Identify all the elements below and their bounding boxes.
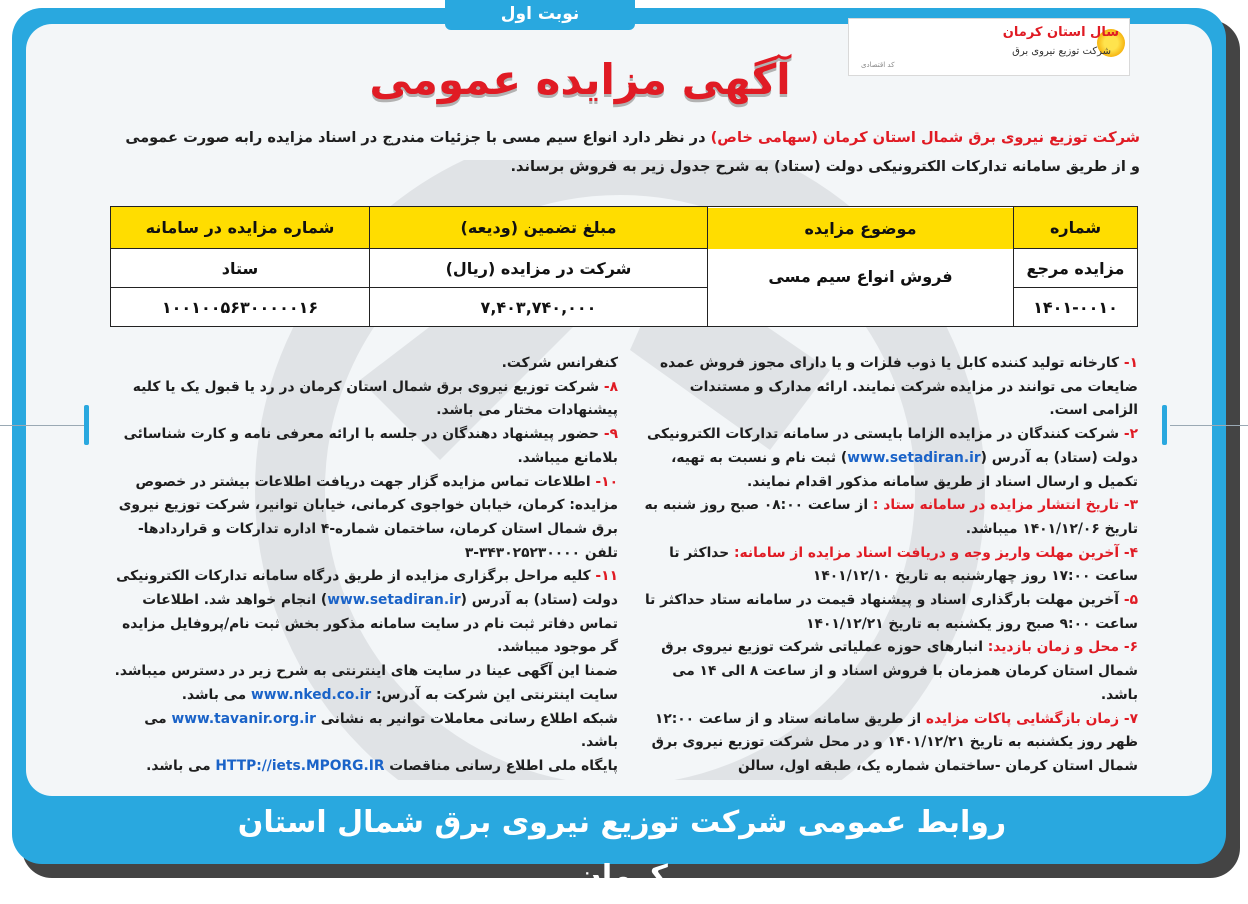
list-item: ۳- تاریخ انتشار مزایده در سامانه ستاد : از ساعت ۰۸:۰۰ صبح روز شنبه به تاریخ ۱۴۰۱/۱۲/۰۶ میباشد. [644, 497, 1138, 537]
list-item: ۱۰- اطلاعات تماس مزایده گزار جهت دریافت اطلاعات بیشتر در خصوص مزایده: کرمان، خیابان خواجوی کرمانی، خیابان توانیر، شرکت توزیع نیروی برق شمال استان کرمان، ساختمان شماره-۴ اداره تدارکات و قراردادها- تلفن ۳۴۳۰۲۵۲۳۰۰۰۰-۳ [118, 473, 618, 561]
auction-table [110, 206, 1138, 327]
availability-note: ضمنا این آگهی عینا در سایت های اینترنتی به شرح زیر در دسترس میباشد. [114, 663, 618, 680]
list-item: ۴- آخرین مهلت واریز وجه و دریافت اسناد مزایده از سامانه: حداکثر تا ساعت ۱۷:۰۰ روز چهارشنبه به تاریخ ۱۴۰۱/۱۲/۱۰ [669, 544, 1138, 585]
tavanir-site-line: شبکه اطلاع رسانی معاملات توانیر به نشانی www.tavanir.org.ir می باشد. [144, 710, 618, 751]
number-value: ۱۴۰۱-۰۰۱۰ [1014, 288, 1138, 327]
first-publication-badge: نوبت اول [445, 0, 635, 30]
intro-paragraph [115, 123, 1140, 181]
sub-header-system: ستاد [111, 249, 370, 288]
system-number-value: ۱۰۰۱۰۰۵۶۳۰۰۰۰۰۱۶ [111, 288, 370, 327]
conditions-right-column [640, 352, 1138, 779]
deposit-value: ۷,۴۰۳,۷۴۰,۰۰۰ [370, 288, 708, 327]
list-item: ۹- حضور پیشنهاد دهندگان در جلسه با ارائه معرفی نامه و کارت شناسائی بلامانع میباشد. [123, 426, 618, 466]
setad-link: www.setadiran.ir [327, 592, 461, 609]
logo-province: سال استان کرمان [1002, 25, 1119, 40]
subject-value: فروش انواع سیم مسی [768, 267, 953, 286]
intro-company: شرکت توزیع نیروی برق شمال استان کرمان (سهامی خاص) [710, 129, 1140, 146]
sub-header-deposit: شرکت در مزایده (ریال) [370, 249, 708, 288]
header-subject-cell [708, 207, 1014, 327]
list-item: ۸- شرکت توزیع نیروی برق شمال استان کرمان در رد یا قبول یک یا کلیه پیشنهادات مختار می باشد. [132, 378, 618, 419]
list-item: ۷- زمان بازگشایی پاکات مزایده از طریق سامانه ستاد و از ساعت ۱۲:۰۰ ظهر روز یکشنبه به تاریخ ۱۴۰۱/۱۲/۲۱ و در محل شرکت توزیع نیروی برق شمال استان کرمان -ساختمان شماره یک، طبقه اول، سالن [651, 710, 1138, 774]
company-logo [848, 18, 1130, 76]
conditions-left-column [110, 352, 618, 779]
setad-link: www.setadiran.ir [847, 449, 981, 466]
left-edge-mark [84, 405, 89, 445]
header-system-number: شماره مزایده در سامانه [111, 207, 370, 249]
footer-banner: روابط عمومی شرکت توزیع نیروی برق شمال استان کرمان [222, 796, 1022, 852]
list-item: ۶- محل و زمان بازدید: انبارهای حوزه عملیاتی شرکت توزیع نیروی برق شمال استان کرمان همزمان با فروش اسناد و از ساعت ۸ الی ۱۴ می باشد. [661, 639, 1138, 703]
tavanir-link: www.tavanir.org.ir [171, 710, 316, 727]
header-number: شماره [1014, 207, 1138, 249]
iets-site-line: پایگاه ملی اطلاع رسانی مناقصات HTTP://iets.MPORG.IR می باشد. [146, 757, 618, 774]
list-item: ۲- شرکت کنندگان در مزایده الزاما بایستی در سامانه تدارکات الکترونیکی دولت (ستاد) به آدرس (www.setadiran.ir) ثبت نام و نسبت به تهیه، تکمیل و ارسال اسناد از طریق سامانه مذکور اقدام نمایند. [647, 426, 1138, 490]
left-fold-line [0, 425, 84, 426]
intro-text: در نظر دارد انواع سیم مسی با جزئیات مندرج در اسناد مزایده رابه صورت عمومی و از طریق سامانه تدارکات الکترونیکی دولت (ستاد) به شرح جدول زیر به فروش برساند. [125, 129, 1140, 175]
right-fold-line [1170, 425, 1248, 426]
list-item: ۱- کارخانه تولید کننده کابل یا ذوب فلزات و یا دارای مجوز فروش عمده ضایعات می توانند در مزایده شرکت نمایند. ارائه مدارک و مستندات الزامی است. [659, 355, 1138, 419]
iets-link: HTTP://iets.MPORG.IR [215, 757, 385, 774]
header-deposit: مبلغ تضمین (ودیعه) [370, 207, 708, 249]
page-title: آگهی مزایده عمومی [369, 55, 791, 104]
logo-code: کد اقتصادی [861, 61, 895, 69]
company-site-line: سایت اینترنتی این شرکت به آدرس: www.nked.co.ir می باشد. [181, 686, 618, 703]
logo-company: شرکت توزیع نیروی برق [1012, 46, 1111, 57]
list-item: کنفرانس شرکت. [501, 355, 618, 371]
right-edge-mark [1162, 405, 1167, 445]
list-item: ۵- آخرین مهلت بارگذاری اسناد و پیشنهاد قیمت در سامانه ستاد حداکثر تا ساعت ۹:۰۰ صبح روز یکشنبه به تاریخ ۱۴۰۱/۱۲/۲۱ [644, 592, 1138, 632]
header-subject: موضوع مزایده [708, 208, 1013, 249]
list-item: ۱۱- کلیه مراحل برگزاری مزایده از طریق درگاه سامانه تدارکات الکترونیکی دولت (ستاد) به آدرس (www.setadiran.ir) انجام خواهد شد. اطلاعات تماس دفاتر ثبت نام در سایت سامانه مذکور بخش ثبت نام/پروفایل مزایده گر موجود میباشد. [116, 568, 618, 656]
sub-header-number: مزایده مرجع [1014, 249, 1138, 288]
company-site-link: www.nked.co.ir [251, 686, 372, 703]
